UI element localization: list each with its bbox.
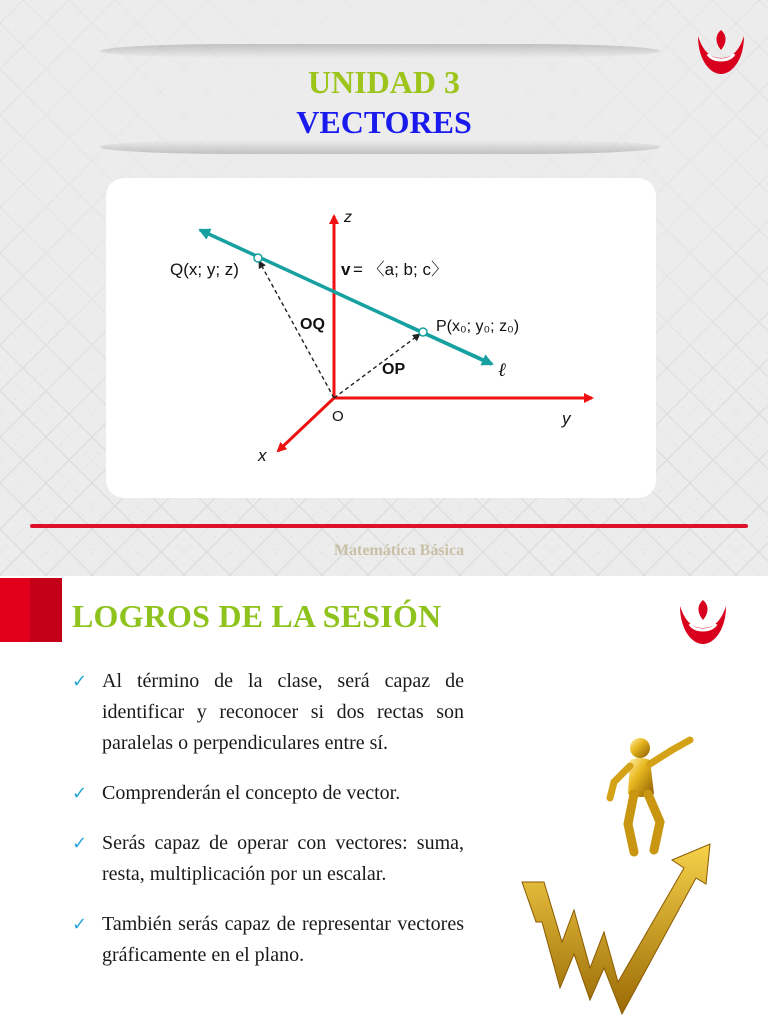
point-q	[254, 254, 262, 262]
check-icon: ✓	[72, 833, 88, 854]
check-icon: ✓	[72, 914, 88, 935]
list-item	[72, 666, 464, 759]
list-item	[72, 828, 464, 890]
label-v-bold: v	[341, 260, 351, 279]
session-goals-title: LOGROS DE LA SESIÓN	[72, 598, 442, 634]
label-p: P(x₀; y₀; z₀)	[436, 318, 520, 335]
label-q: Q(x; y; z)	[170, 260, 239, 279]
label-origin: O	[332, 408, 344, 425]
label-oq: OQ	[300, 316, 325, 333]
check-icon: ✓	[72, 671, 88, 692]
label-op: OP	[382, 361, 406, 378]
goal-text: Comprenderán el concepto de vector.	[102, 782, 401, 804]
unit-title	[0, 64, 768, 101]
upc-logo-icon	[694, 28, 748, 76]
vector-line-diagram	[106, 178, 656, 498]
label-z: z	[344, 209, 352, 226]
footer-divider	[30, 524, 748, 528]
label-x: x	[258, 446, 267, 465]
slide-logros	[0, 576, 768, 1024]
label-y: y	[562, 409, 571, 428]
list-item	[72, 909, 464, 971]
topic-title: VECTORES	[296, 104, 472, 140]
gold-figure-rising-arrow-illustration	[514, 732, 724, 1022]
vector-op	[334, 334, 420, 398]
check-icon: ✓	[72, 783, 88, 804]
upc-logo-icon	[676, 598, 730, 646]
vector-line-figure	[106, 178, 656, 498]
goal-text: También serás capaz de representar vectores gráficamente en el plano.	[102, 913, 464, 966]
x-axis	[278, 398, 334, 451]
list-item	[72, 778, 464, 809]
unit-title-text: UNIDAD 3	[308, 64, 460, 100]
label-v: = 〈a; b; c〉	[353, 260, 448, 279]
point-p	[419, 328, 427, 336]
goal-text: Serás capaz de operar con vectores: suma, resta, multiplicación por un escalar.	[102, 832, 464, 885]
goal-text: Al término de la clase, será capaz de identificar y reconocer si dos rectas son paralelas o perpendiculares entre sí.	[102, 670, 464, 754]
goals-list	[72, 666, 464, 990]
course-footer: Matemática Básica	[333, 542, 465, 559]
label-l: ℓ	[498, 359, 506, 381]
title-accent-tab	[0, 578, 62, 642]
